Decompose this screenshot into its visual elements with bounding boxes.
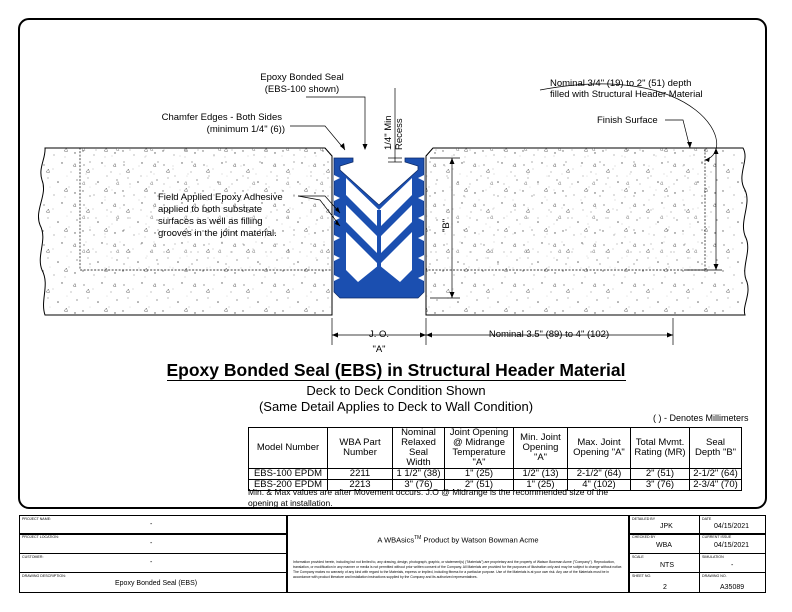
footnote bbox=[248, 487, 608, 509]
right-header bbox=[426, 148, 705, 270]
table-cell: 2213 bbox=[328, 480, 393, 491]
field-label: PROJECT NAME: bbox=[22, 517, 52, 521]
trademark-mark: TM bbox=[414, 535, 422, 541]
subtitle: Deck to Deck Condition Shown bbox=[306, 383, 486, 398]
project-name-value: - bbox=[150, 521, 153, 528]
scale-box bbox=[629, 553, 700, 573]
project-location-box bbox=[19, 533, 287, 554]
subtitle: (Same Detail Applies to Deck to Wall Condition) bbox=[258, 399, 534, 414]
table-cell: 1 1/2" (38) bbox=[393, 469, 445, 480]
detailed-by-value: JPK bbox=[660, 523, 673, 530]
recess-label: 1/4" Min bbox=[383, 115, 394, 150]
disclaimer-text: Information provided herein, including but not limited to, any drawing, design, photograph, graphic, or statement(s) ("Materials") are proprietary and the property of Watson Bowman Acme ("Company"). Reproduction, translation, or modification in any manner or media is not permitted without prior written consent of the Company. All Materials are provided for the purposes of illustration only and may be subject to change without notice. The Company makes no warranty of any kind with regard to the Materials, express or implied, including fitness for a particular purpose. Use of the Materials is at your own risk. Any use of the Materials must be in accordance with product literature and installation instructions supplied by the Company and its authorized representatives. bbox=[293, 560, 623, 579]
field-label: PROJECT LOCATION: bbox=[22, 535, 59, 539]
drawing-number-value: A35089 bbox=[720, 584, 745, 591]
field-label: DATE bbox=[702, 517, 712, 521]
checked-by-value: WBA bbox=[656, 542, 672, 549]
footnote-line: Min. & Max values are after Movement occurs. J.O @ Midrange is the recommended size of the bbox=[248, 487, 609, 497]
recess-label: Recess bbox=[394, 118, 405, 150]
table-cell: EBS-100 EPDM bbox=[249, 469, 328, 480]
main-title: Epoxy Bonded Seal (EBS) in Structural Header Material bbox=[166, 360, 626, 380]
finish-surface-label: Finish Surface bbox=[597, 115, 658, 126]
column-header: Joint Opening @ Midrange Temperature "A" bbox=[445, 428, 514, 469]
field-label: CURRENT ISSUE bbox=[702, 535, 732, 539]
table-cell: 1" (25) bbox=[445, 469, 514, 480]
column-header: WBA Part Number bbox=[328, 428, 393, 469]
column-header: Nominal Relaxed Seal Width bbox=[393, 428, 445, 469]
field-label: SCALE bbox=[632, 555, 644, 559]
drawing-number-box bbox=[699, 572, 766, 593]
project-location-value: - bbox=[150, 540, 153, 547]
table-cell: EBS-200 EPDM bbox=[249, 480, 328, 491]
project-name-box bbox=[19, 515, 287, 535]
table-cell: 2" (51) bbox=[631, 469, 690, 480]
field-label: DRAWING DESCRIPTION: bbox=[22, 574, 66, 578]
ebs-seal-label: Epoxy Bonded Seal bbox=[260, 72, 344, 83]
drawing-description-value: Epoxy Bonded Seal (EBS) bbox=[115, 580, 198, 587]
table-header-row bbox=[249, 428, 742, 469]
table-cell: 2-3/4" (70) bbox=[690, 480, 742, 491]
table-cell: 1/2" (13) bbox=[514, 469, 568, 480]
table-cell: 4" (102) bbox=[568, 480, 631, 491]
date-value: 04/15/2021 bbox=[714, 523, 750, 530]
footnote-line: opening at installation. bbox=[248, 498, 333, 508]
table-cell: 1" (25) bbox=[514, 480, 568, 491]
a-dimension-label: "A" bbox=[372, 344, 386, 355]
customer-box bbox=[19, 553, 287, 573]
chamfer-label: (minimum 1/4" (6)) bbox=[206, 124, 285, 135]
table-cell: 3" (76) bbox=[393, 480, 445, 491]
detailed-by-box bbox=[629, 515, 700, 535]
depth-note-label: Nominal 3/4" (19) to 2" (51) depth bbox=[550, 78, 692, 89]
drawing-description-box bbox=[19, 572, 287, 593]
column-header: Seal Depth "B" bbox=[690, 428, 742, 469]
column-header: Max. Joint Opening "A" bbox=[568, 428, 631, 469]
table-row bbox=[249, 469, 742, 480]
current-issue-box bbox=[699, 533, 766, 554]
table-cell: 2-1/2" (64) bbox=[568, 469, 631, 480]
checked-by-box bbox=[629, 533, 700, 554]
adhesive-label: grooves in the joint material. bbox=[158, 228, 277, 239]
depth-note-label: filled with Structural Header Material bbox=[550, 89, 703, 100]
column-header: Min. Joint Opening "A" bbox=[514, 428, 568, 469]
current-issue-value: 04/15/2021 bbox=[714, 542, 750, 549]
simulation-value: - bbox=[731, 562, 734, 569]
seal-spec-table bbox=[248, 427, 742, 491]
adhesive-label: surfaces as well as filling bbox=[158, 216, 263, 227]
center-info-box bbox=[287, 515, 629, 593]
field-label: DRAWING NO. bbox=[702, 574, 727, 578]
simulation-box bbox=[699, 553, 766, 573]
table-cell: 2211 bbox=[328, 469, 393, 480]
field-label: CHECKED BY bbox=[632, 535, 656, 539]
product-text: Product by Watson Bowman Acme bbox=[421, 535, 539, 545]
sheet-number-box bbox=[629, 572, 700, 593]
chamfer-label: Chamfer Edges - Both Sides bbox=[161, 112, 282, 123]
nominal-width-label: Nominal 3.5" (89) to 4" (102) bbox=[488, 329, 610, 340]
table-cell: 3" (76) bbox=[631, 480, 690, 491]
scale-value: NTS bbox=[660, 562, 674, 569]
customer-value: - bbox=[150, 559, 153, 566]
b-dimension-label: "B" bbox=[441, 218, 452, 232]
millimeters-note: ( ) - Denotes Millimeters bbox=[653, 413, 749, 423]
adhesive-label: applied to both substrate bbox=[158, 204, 263, 215]
ebs-seal bbox=[334, 158, 424, 298]
adhesive-label: Field Applied Epoxy Adhesive bbox=[158, 192, 283, 203]
ebs-seal-label: (EBS-100 shown) bbox=[264, 84, 340, 95]
product-line bbox=[288, 535, 628, 545]
table-cell: 2" (51) bbox=[445, 480, 514, 491]
column-header: Model Number bbox=[249, 428, 328, 469]
field-label: DETAILED BY bbox=[632, 517, 656, 521]
field-label: CUSTOMER: bbox=[22, 555, 44, 559]
sheet-number-value: 2 bbox=[663, 584, 667, 591]
jo-label: J. O. bbox=[368, 329, 390, 340]
field-label: SHEET NO. bbox=[632, 574, 652, 578]
field-label: SIMULATION bbox=[702, 555, 724, 559]
table-cell: 2-1/2" (64) bbox=[690, 469, 742, 480]
date-box bbox=[699, 515, 766, 535]
product-text: A WBAsics bbox=[377, 535, 415, 545]
column-header: Total Mvmt. Rating (MR) bbox=[631, 428, 690, 469]
